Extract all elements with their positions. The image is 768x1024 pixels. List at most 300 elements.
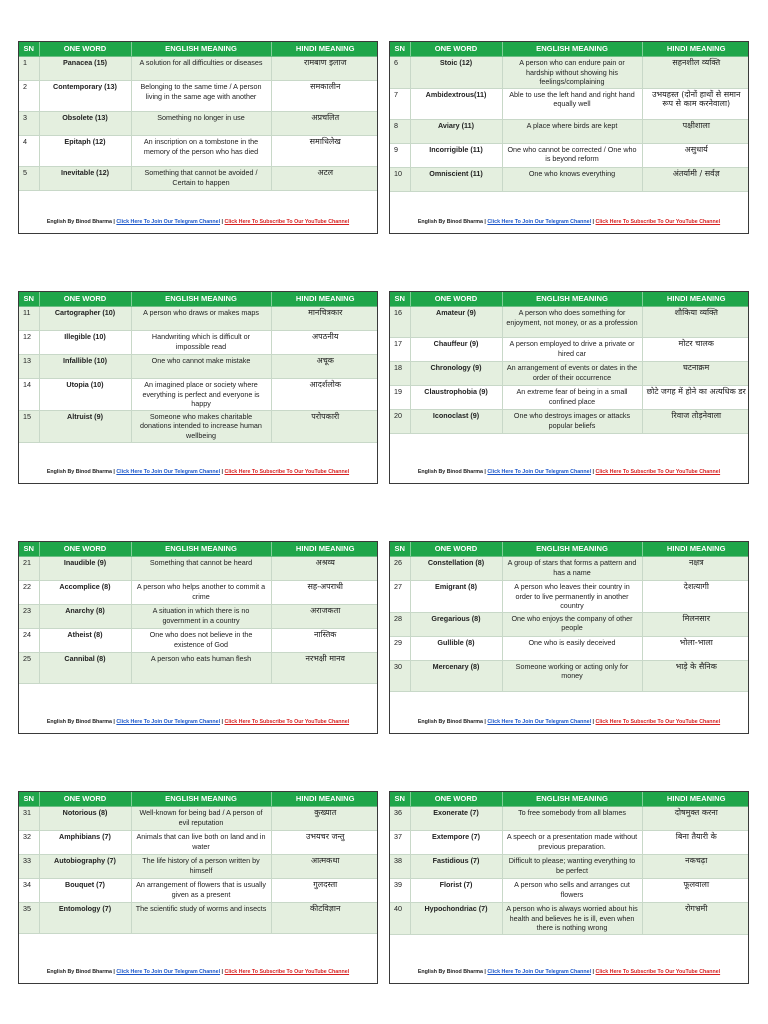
one-word: Gullible (8) [410,636,502,660]
footer-separator: | [111,469,117,475]
footer-separator: | [482,469,488,475]
footer-separator: | [220,219,225,225]
telegram-link[interactable]: Click Here To Join Our Telegram Channel [487,469,592,475]
telegram-link[interactable]: Click Here To Join Our Telegram Channel [116,969,221,975]
table-row [390,903,749,935]
english-meaning: A person who is always worried about his health and believes he is ill, even when there is nothing wrong [502,903,642,935]
hindi-meaning: गुलदस्ता [271,879,378,903]
serial-number: 22 [19,581,39,605]
one-word: Accomplice (8) [39,581,131,605]
hindi-meaning: अचूक [271,355,378,379]
header-one-word: ONE WORD [39,292,131,307]
hindi-meaning: समाधिलेख [271,136,378,167]
card-footer [390,719,748,725]
hindi-meaning: कुख्यात [271,807,378,831]
english-meaning: A person who draws or makes maps [131,307,271,331]
telegram-link[interactable]: Click Here To Join Our Telegram Channel [116,719,221,725]
english-meaning: Difficult to please; wanting everything to be perfect [502,855,642,879]
english-meaning: To free somebody from all blames [502,807,642,831]
header-english-meaning: ENGLISH MEANING [502,792,642,807]
serial-number: 18 [390,362,410,386]
serial-number: 25 [19,653,39,684]
hindi-meaning: अराजकता [271,605,378,629]
one-word: Claustrophobia (9) [410,386,502,410]
serial-number: 1 [19,57,39,81]
serial-number: 40 [390,903,410,935]
author-credit: English By Binod Bharma [417,969,483,975]
serial-number: 33 [19,855,39,879]
serial-number: 34 [19,879,39,903]
one-word: Fastidious (7) [410,855,502,879]
english-meaning: Something that cannot be heard [131,557,271,581]
table-row [19,807,378,831]
table-row [390,338,749,362]
hindi-meaning: भोला-भाला [642,636,749,660]
vocab-table [390,542,749,692]
serial-number: 17 [390,338,410,362]
table-row [390,88,749,119]
table-row [390,636,749,660]
header-one-word: ONE WORD [39,542,131,557]
table-row [19,581,378,605]
header-row [19,792,378,807]
serial-number: 36 [390,807,410,831]
one-word: Altruist (9) [39,410,131,442]
telegram-link[interactable]: Click Here To Join Our Telegram Channel [116,469,221,475]
serial-number: 35 [19,903,39,934]
hindi-meaning: रोगभ्रमी [642,903,749,935]
english-meaning: A person who leaves their country in order to live permanently in another country [502,581,642,613]
english-meaning: A speech or a presentation made without previous preparation. [502,831,642,855]
header-english-meaning: ENGLISH MEANING [131,542,271,557]
hindi-meaning: समकालीन [271,81,378,112]
header-row [390,292,749,307]
hindi-meaning: शौकिया व्यक्ति [642,307,749,338]
serial-number: 30 [390,660,410,691]
header-english-meaning: ENGLISH MEANING [502,292,642,307]
one-word: Mercenary (8) [410,660,502,691]
one-word: Gregarious (8) [410,612,502,636]
one-word: Bouquet (7) [39,879,131,903]
english-meaning: A person who helps another to commit a crime [131,581,271,605]
header-english-meaning: ENGLISH MEANING [131,792,271,807]
hindi-meaning: देशत्यागी [642,581,749,613]
vocab-table [19,292,378,443]
telegram-link[interactable]: Click Here To Join Our Telegram Channel [487,219,592,225]
one-word: Chauffeur (9) [410,338,502,362]
vocab-card [389,541,749,734]
serial-number: 32 [19,831,39,855]
hindi-meaning: अटल [271,167,378,191]
footer-separator: | [591,219,596,225]
header-one-word: ONE WORD [410,292,502,307]
author-credit: English By Binod Bharma [46,469,112,475]
table-header [390,292,749,307]
serial-number: 3 [19,112,39,136]
serial-number: 10 [390,167,410,191]
one-word: Ambidextrous(11) [410,88,502,119]
english-meaning: One who destroys images or attacks popular beliefs [502,410,642,434]
english-meaning: Someone working or acting only for money [502,660,642,691]
telegram-link[interactable]: Click Here To Join Our Telegram Channel [487,969,592,975]
hindi-meaning: उभयहस्त (दोनों हाथों से समान रूप से काम करनेवाला) [642,88,749,119]
hindi-meaning: रिवाज तोड़नेवाला [642,410,749,434]
english-meaning: One who does not believe in the existence of God [131,629,271,653]
english-meaning: A person who does something for enjoyment, not money, or as a profession [502,307,642,338]
one-word: Utopia (10) [39,379,131,411]
serial-number: 11 [19,307,39,331]
header-one-word: ONE WORD [39,42,131,57]
author-credit: English By Binod Bharma [46,219,112,225]
one-word: Exonerate (7) [410,807,502,831]
table-body [19,307,378,443]
serial-number: 14 [19,379,39,411]
table-row [390,581,749,613]
footer-separator: | [591,719,596,725]
table-row [19,605,378,629]
table-row [390,855,749,879]
english-meaning: One who enjoys the company of other people [502,612,642,636]
one-word: Anarchy (8) [39,605,131,629]
hindi-meaning: सह-अपराधी [271,581,378,605]
serial-number: 26 [390,557,410,581]
serial-number: 28 [390,612,410,636]
serial-number: 31 [19,807,39,831]
hindi-meaning: दोषमुक्त करना [642,807,749,831]
header-row [390,42,749,57]
hindi-meaning: परोपकारी [271,410,378,442]
one-word: Entomology (7) [39,903,131,934]
english-meaning: A solution for all difficulties or diseases [131,57,271,81]
table-header [390,792,749,807]
one-word: Autobiography (7) [39,855,131,879]
card-footer [19,969,377,975]
header-sn: SN [390,542,410,557]
table-header [19,542,378,557]
english-meaning: A person who sells and arranges cut flowers [502,879,642,903]
serial-number: 8 [390,119,410,143]
hindi-meaning: नास्तिक [271,629,378,653]
hindi-meaning: नकचढ़ा [642,855,749,879]
one-word: Infallible (10) [39,355,131,379]
vocab-card [389,291,749,484]
vocab-table [390,42,749,192]
serial-number: 13 [19,355,39,379]
english-meaning: Well-known for being bad / A person of evil reputation [131,807,271,831]
one-word: Aviary (11) [410,119,502,143]
one-word: Extempore (7) [410,831,502,855]
table-row [390,557,749,581]
card-footer [390,219,748,225]
serial-number: 16 [390,307,410,338]
hindi-meaning: आत्मकथा [271,855,378,879]
table-header [390,42,749,57]
header-sn: SN [19,292,39,307]
one-word: Epitaph (12) [39,136,131,167]
hindi-meaning: भाड़े के सैनिक [642,660,749,691]
footer-separator: | [482,219,488,225]
table-row [19,81,378,112]
table-row [390,386,749,410]
header-english-meaning: ENGLISH MEANING [502,542,642,557]
table-header [19,42,378,57]
english-meaning: An extreme fear of being in a small confined place [502,386,642,410]
table-body [390,807,749,935]
youtube-link[interactable]: Click Here To Subscribe To Our YouTube Channel [595,969,721,975]
vocab-table [390,792,749,935]
table-row [390,362,749,386]
table-body [19,57,378,191]
table-row [390,807,749,831]
table-row [19,557,378,581]
table-row [19,331,378,355]
table-row [390,307,749,338]
hindi-meaning: अप्रचलित [271,112,378,136]
serial-number: 23 [19,605,39,629]
hindi-meaning: छोटे जगह में होने का अत्यधिक डर [642,386,749,410]
table-row [19,355,378,379]
one-word: Iconoclast (9) [410,410,502,434]
serial-number: 6 [390,57,410,89]
table-row [390,831,749,855]
one-word: Obsolete (13) [39,112,131,136]
header-row [390,542,749,557]
english-meaning: A person employed to drive a private or hired car [502,338,642,362]
footer-separator: | [220,969,225,975]
one-word: Panacea (15) [39,57,131,81]
hindi-meaning: मोटर चालक [642,338,749,362]
table-row [19,167,378,191]
hindi-meaning: नक्षत्र [642,557,749,581]
serial-number: 12 [19,331,39,355]
one-word: Stoic (12) [410,57,502,89]
footer-separator: | [111,969,117,975]
header-row [19,542,378,557]
table-row [390,57,749,89]
one-word: Chronology (9) [410,362,502,386]
header-sn: SN [19,42,39,57]
header-one-word: ONE WORD [410,792,502,807]
one-word: Incorrigible (11) [410,143,502,167]
footer-separator: | [591,969,596,975]
vocab-card [18,541,378,734]
serial-number: 39 [390,879,410,903]
table-body [19,807,378,934]
table-row [390,119,749,143]
header-row [19,42,378,57]
table-body [390,557,749,692]
table-header [19,792,378,807]
one-word: Constellation (8) [410,557,502,581]
header-hindi-meaning: HINDI MEANING [642,292,749,307]
header-hindi-meaning: HINDI MEANING [642,792,749,807]
hindi-meaning: कीटविज्ञान [271,903,378,934]
table-header [19,292,378,307]
hindi-meaning: मानचित्रकार [271,307,378,331]
english-meaning: A person who can endure pain or hardship without showing his feelings/complaining [502,57,642,89]
vocab-table [19,542,378,684]
hindi-meaning: सहनशील व्यक्ति [642,57,749,89]
youtube-link[interactable]: Click Here To Subscribe To Our YouTube Channel [224,219,350,225]
one-word: Hypochondriac (7) [410,903,502,935]
serial-number: 9 [390,143,410,167]
english-meaning: Able to use the left hand and right hand equally well [502,88,642,119]
english-meaning: Something that cannot be avoided / Certain to happen [131,167,271,191]
card-footer [390,969,748,975]
english-meaning: One who is easily deceived [502,636,642,660]
table-row [390,879,749,903]
card-footer [19,219,377,225]
one-word: Florist (7) [410,879,502,903]
footer-separator: | [482,719,488,725]
table-row [19,879,378,903]
table-row [390,143,749,167]
vocab-card [389,41,749,234]
table-row [19,903,378,934]
vocab-card [18,291,378,484]
header-sn: SN [19,542,39,557]
one-word: Atheist (8) [39,629,131,653]
table-row [390,612,749,636]
author-credit: English By Binod Bharma [46,719,112,725]
table-row [19,307,378,331]
one-word: Omniscient (11) [410,167,502,191]
english-meaning: An arrangement of events or dates in the order of their occurrence [502,362,642,386]
youtube-link[interactable]: Click Here To Subscribe To Our YouTube Channel [595,719,721,725]
header-row [19,292,378,307]
english-meaning: An inscription on a tombstone in the memory of the person who has died [131,136,271,167]
serial-number: 21 [19,557,39,581]
one-word: Contemporary (13) [39,81,131,112]
table-row [19,379,378,411]
vocab-card [18,41,378,234]
telegram-link[interactable]: Click Here To Join Our Telegram Channel [116,219,221,225]
one-word: Emigrant (8) [410,581,502,613]
serial-number: 15 [19,410,39,442]
telegram-link[interactable]: Click Here To Join Our Telegram Channel [487,719,592,725]
table-row [390,660,749,691]
hindi-meaning: आदर्शलोक [271,379,378,411]
header-hindi-meaning: HINDI MEANING [271,542,378,557]
hindi-meaning: पक्षीशाला [642,119,749,143]
card-footer [390,469,748,475]
header-hindi-meaning: HINDI MEANING [642,542,749,557]
youtube-link[interactable]: Click Here To Subscribe To Our YouTube Channel [224,469,350,475]
serial-number: 7 [390,88,410,119]
hindi-meaning: अश्रव्य [271,557,378,581]
english-meaning: One who knows everything [502,167,642,191]
hindi-meaning: अपठनीय [271,331,378,355]
one-word: Cartographer (10) [39,307,131,331]
one-word: Amateur (9) [410,307,502,338]
english-meaning: One who cannot make mistake [131,355,271,379]
english-meaning: A group of stars that forms a pattern and has a name [502,557,642,581]
table-row [390,410,749,434]
header-one-word: ONE WORD [410,542,502,557]
serial-number: 24 [19,629,39,653]
table-row [19,653,378,684]
serial-number: 5 [19,167,39,191]
footer-separator: | [220,719,225,725]
vocab-card [18,791,378,984]
hindi-meaning: उभयचर जन्तु [271,831,378,855]
one-word: Cannibal (8) [39,653,131,684]
english-meaning: An arrangement of flowers that is usually given as a present [131,879,271,903]
english-meaning: The life history of a person written by himself [131,855,271,879]
footer-separator: | [591,469,596,475]
author-credit: English By Binod Bharma [46,969,112,975]
english-meaning: An imagined place or society where everything is perfect and everyone is happy [131,379,271,411]
youtube-link[interactable]: Click Here To Subscribe To Our YouTube Channel [224,969,350,975]
youtube-link[interactable]: Click Here To Subscribe To Our YouTube Channel [595,469,721,475]
header-english-meaning: ENGLISH MEANING [131,292,271,307]
english-meaning: Something no longer in use [131,112,271,136]
english-meaning: Someone who makes charitable donations intended to increase human wellbeing [131,410,271,442]
youtube-link[interactable]: Click Here To Subscribe To Our YouTube Channel [595,219,721,225]
header-hindi-meaning: HINDI MEANING [271,42,378,57]
table-body [390,307,749,434]
header-hindi-meaning: HINDI MEANING [642,42,749,57]
hindi-meaning: रामबाण इलाज [271,57,378,81]
card-footer [19,719,377,725]
table-row [19,410,378,442]
vocab-table [19,42,378,191]
header-english-meaning: ENGLISH MEANING [131,42,271,57]
header-row [390,792,749,807]
table-row [19,855,378,879]
table-row [19,57,378,81]
footer-separator: | [111,719,117,725]
english-meaning: A person who eats human flesh [131,653,271,684]
youtube-link[interactable]: Click Here To Subscribe To Our YouTube Channel [224,719,350,725]
serial-number: 20 [390,410,410,434]
english-meaning: A place where birds are kept [502,119,642,143]
english-meaning: A situation in which there is no government in a country [131,605,271,629]
table-row [19,112,378,136]
table-body [19,557,378,684]
footer-separator: | [482,969,488,975]
table-header [390,542,749,557]
table-row [19,136,378,167]
hindi-meaning: असुधार्य [642,143,749,167]
vocab-card [389,791,749,984]
english-meaning: Handwriting which is difficult or impossible read [131,331,271,355]
one-word: Inevitable (12) [39,167,131,191]
hindi-meaning: फूलवाला [642,879,749,903]
serial-number: 2 [19,81,39,112]
serial-number: 4 [19,136,39,167]
one-word: Inaudible (9) [39,557,131,581]
hindi-meaning: मिलनसार [642,612,749,636]
serial-number: 37 [390,831,410,855]
vocab-table [390,292,749,434]
table-row [390,167,749,191]
serial-number: 38 [390,855,410,879]
english-meaning: The scientific study of worms and insects [131,903,271,934]
hindi-meaning: बिना तैयारी के [642,831,749,855]
author-credit: English By Binod Bharma [417,719,483,725]
table-row [19,629,378,653]
header-sn: SN [390,792,410,807]
vocab-table [19,792,378,934]
hindi-meaning: घटनाक्रम [642,362,749,386]
english-meaning: Belonging to the same time / A person living in the same age with another [131,81,271,112]
header-sn: SN [19,792,39,807]
english-meaning: One who cannot be corrected / One who is beyond reform [502,143,642,167]
footer-separator: | [111,219,117,225]
one-word: Amphibians (7) [39,831,131,855]
card-footer [19,469,377,475]
